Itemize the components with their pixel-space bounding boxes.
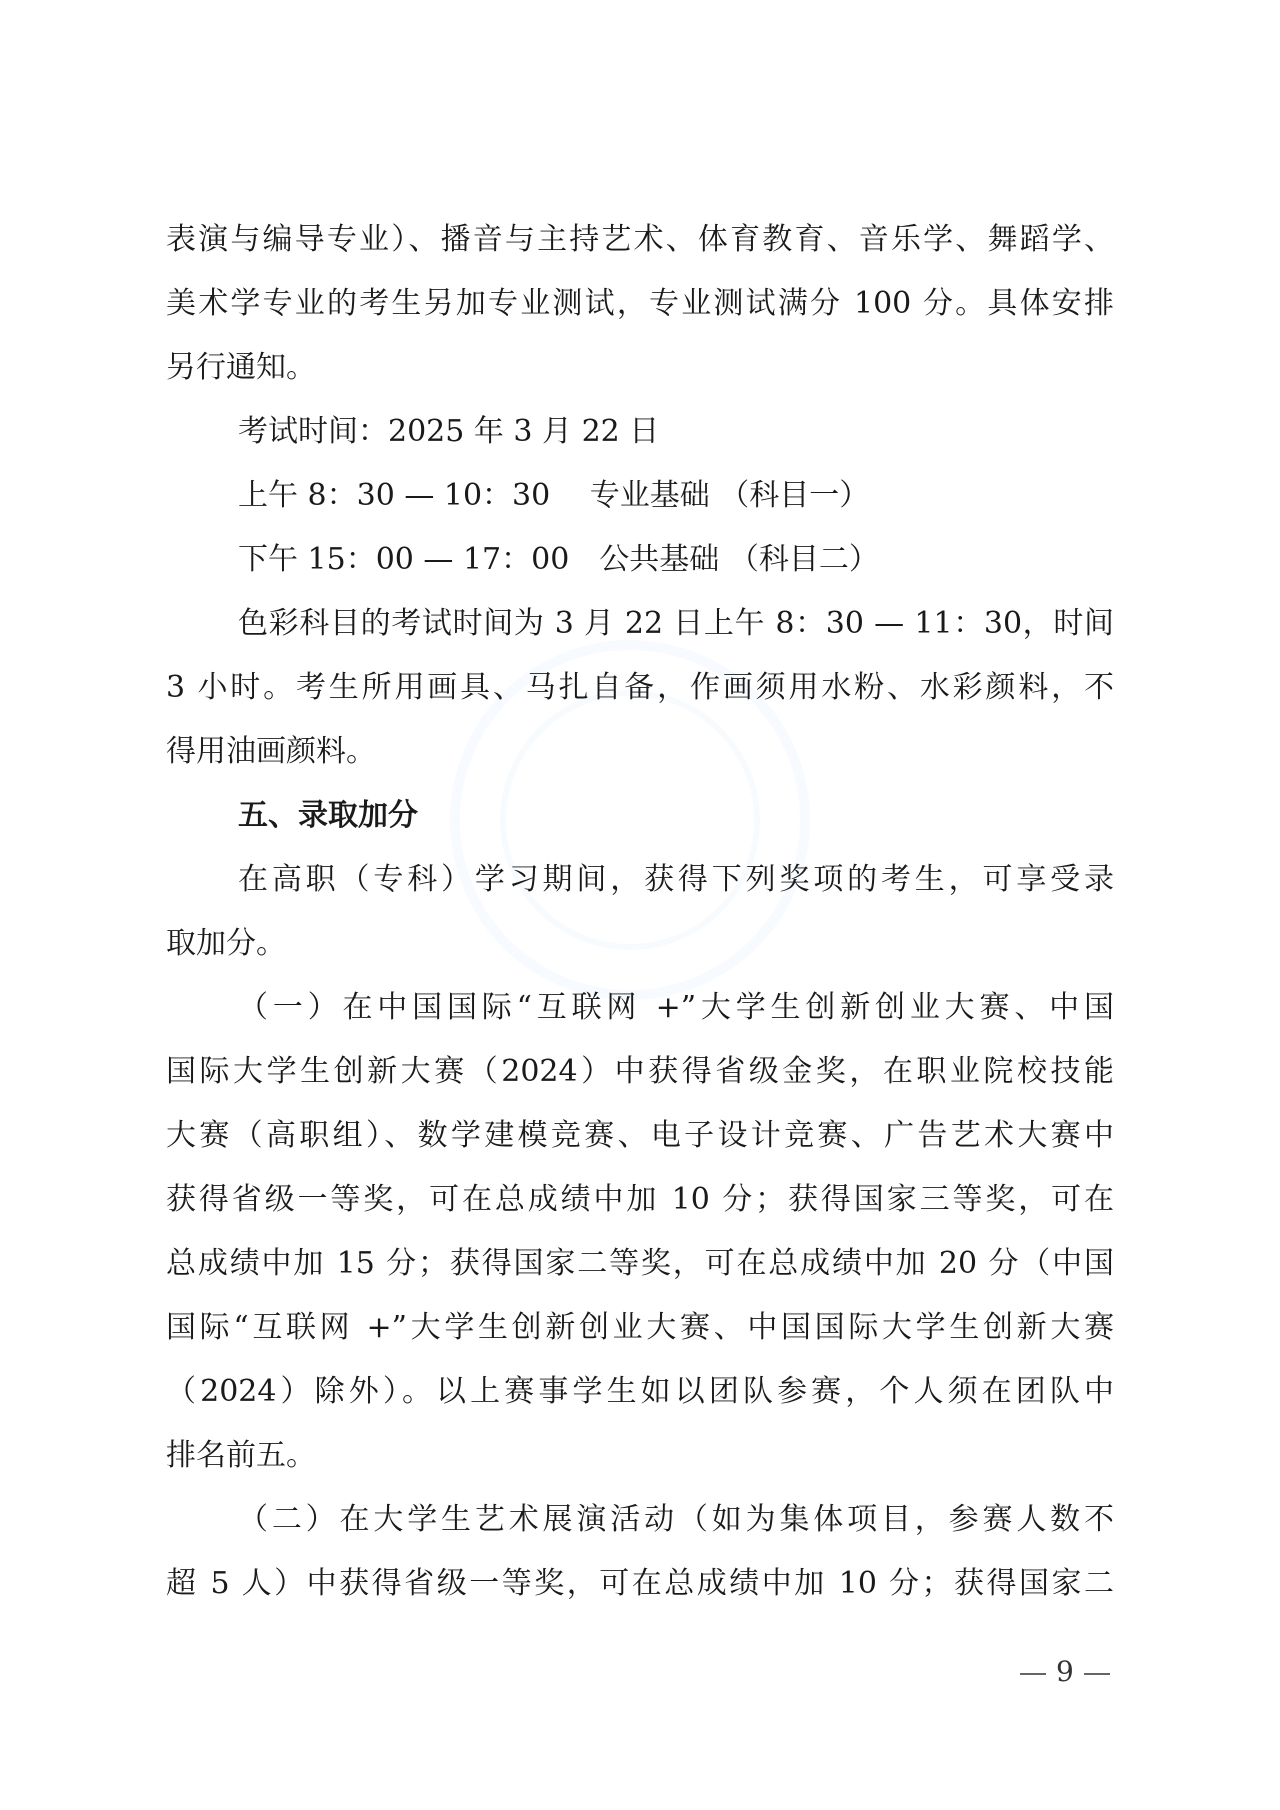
- text-line: （一）在中国国际“互联网 +”大学生创新创业大赛、中国: [238, 990, 1114, 1025]
- text-line: 取加分。: [166, 926, 286, 961]
- page-number: [1010, 1652, 1120, 1692]
- text-line: 色彩科目的考试时间为 3 月 22 日上午 8：30 — 11：30，时间: [238, 606, 1114, 641]
- text-line: 获得省级一等奖，可在总成绩中加 10 分；获得国家三等奖，可在: [166, 1182, 1114, 1217]
- text-line: 在高职（专科）学习期间，获得下列奖项的考生，可享受录: [238, 862, 1114, 897]
- afternoon-schedule-line: 下午 15：00 — 17：00 公共基础 （科目二）: [238, 542, 879, 577]
- text-line: 另行通知。: [166, 350, 316, 385]
- body-text: [166, 208, 1114, 1616]
- page-number-dash-right: [1084, 1673, 1110, 1675]
- exam-time-line: 考试时间：2025 年 3 月 22 日: [238, 414, 660, 449]
- page-number-dash-left: [1020, 1673, 1046, 1675]
- section-heading: 五、录取加分: [238, 798, 418, 833]
- text-line: 超 5 人）中获得省级一等奖，可在总成绩中加 10 分；获得国家二: [166, 1566, 1114, 1601]
- text-line: 排名前五。: [166, 1438, 316, 1473]
- text-line: 总成绩中加 15 分；获得国家二等奖，可在总成绩中加 20 分（中国: [166, 1246, 1114, 1281]
- text-line: 大赛（高职组）、数学建模竞赛、电子设计竞赛、广告艺术大赛中: [166, 1118, 1114, 1153]
- text-line: 表演与编导专业）、播音与主持艺术、体育教育、音乐学、舞蹈学、: [166, 222, 1114, 257]
- text-line: 国际大学生创新大赛（2024）中获得省级金奖，在职业院校技能: [166, 1054, 1114, 1089]
- text-line: （二）在大学生艺术展演活动（如为集体项目，参赛人数不: [238, 1502, 1114, 1537]
- text-line: 国际“互联网 +”大学生创新创业大赛、中国国际大学生创新大赛: [166, 1310, 1114, 1345]
- text-line: （2024）除外）。以上赛事学生如以团队参赛，个人须在团队中: [166, 1374, 1114, 1409]
- morning-schedule-line: 上午 8：30 — 10：30 专业基础 （科目一）: [238, 478, 870, 513]
- text-line: 3 小时。考生所用画具、马扎自备，作画须用水粉、水彩颜料，不: [166, 670, 1114, 705]
- page-number-value: 9: [1056, 1655, 1074, 1688]
- text-line: 美术学专业的考生另加专业测试，专业测试满分 100 分。具体安排: [166, 286, 1114, 321]
- text-line: 得用油画颜料。: [166, 734, 376, 769]
